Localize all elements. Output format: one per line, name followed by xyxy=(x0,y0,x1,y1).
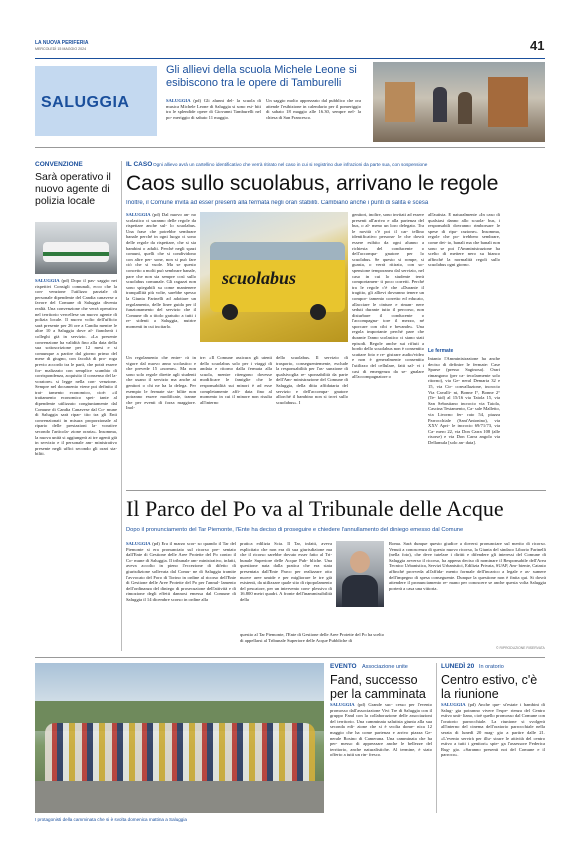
article4-body-text: (pd) Grande suc- cesso per l'evento promosso dall'associazione Vivi Tre di Saluggia con il gruppo Fand con la collaborazione delle associazioni del territorio. Una camminata salutista giunta alla sua seconda edi- zione che si è svolta dome- nica 12 maggio che ha come partenza e arrivo piazza Ge- nerale Rosino di Camerana. Una camminata che ha per- messo di apprezzare anche le bellezze del territorio, anche naturalistiche. Al termine, è stato offerto a tutti un rin- fresco. xyxy=(330,702,432,758)
article1-col1 xyxy=(166,98,261,138)
masthead-rule xyxy=(35,58,545,59)
sidebar-headline: Sarà operativo il nuovo agente di polizia locale xyxy=(35,171,111,207)
bus-wheel-shape xyxy=(310,304,326,320)
article3-subhead: Dopo il pronunciamento del Tar Piemonte, l'Ente ha deciso di proseguire e chiedere l'annullamento del diniego emesso dal Comune xyxy=(126,527,464,533)
article2-col5: all'autista. E naturalmente «In caso di qualsiasi danno allo scuola- bus, i responsabili dovranno rimborsare le spese di ripa- razione». Insomma, regole che po- trebbero sembrare, come det- to, banali ma che banali non sono se poi l'Amministrazione ha scelto di mettere nero su bianco affinché la normalità regoli sullo scuolabus ogni giorno. xyxy=(428,212,500,268)
article4-lead-tag: SALUGGIA xyxy=(330,702,355,707)
article1-lead-tag: SALUGGIA xyxy=(166,98,191,103)
article4-headline: Fand, successo per la camminata xyxy=(330,673,426,701)
article3-col1-text: (pd) Era il marzo scor- so quando il Tar del Piemonte si era pronunciato sul ricorso pre- sentato dall'Ente di Gestione delle Aree Protette del Po contro il Co- mune di Saluggia. Il tribunale am- ministrativo, infatti, aveva accolto in pieno l'eccezione di difetto di giurisdizione sollevata dal Comu- ne di Saluggia tramite l'avvocato del Foro di Torino in ordine al ricorso dell'Ente di Gestione delle Aree Protette del Po per l'annul- lamento dell'ordinanza del diniego di prosecuzione dell'attività e di rimozione degli effetti dannosi emessa dal Comune di Saluggia il 14 dicembre scorso in ordine alla xyxy=(126,541,236,602)
fermate-body: Intanto l'Amministrazione ha anche deciso di definire le fermate: Case Sparse (presso Saginosa). Orari rimangono (per ca- tecolarmente solo ritorno), via Ge- neral Demaria 32 e 15, via Cir- convallazione, incrocio Via Cavalli- ni, Bonne I°, Bonne 2° (Te- kid) al 15/16 via Taiola 15, via San Sebastiano incrocio via Taiola, Cascina Testamento, Ca- sale Malletto, via Livorno fer- rato 54, piazza Parrocchiale (Sant'Antonino), via XXV Apri- le incrocio 69/71/73, via Ca- mero 22, via Don Carra 108 (alle risorse) e via Don Carra angolo via Dellamula [solo an- data]. xyxy=(428,356,500,445)
artwork-shape xyxy=(385,82,415,122)
section-label: SALUGGIA xyxy=(41,94,130,111)
article2-col3: dello scuolabus. Il servizio di trasporto, conseguentemente, esclude la responsabilità per l'as- sunzione di qualsivoglia re- sponsabilità da parte dell'Am- ministrazione del Comune di Saluggia, della ditta affidataria del servizio e dell'accompa- gnatore allorché il bambino non si trovi sullo scuolabus». I xyxy=(276,355,348,405)
divider xyxy=(35,147,545,148)
column-rule xyxy=(436,663,437,813)
issue-date: MERCOLEDÌ 15 MAGGIO 2024 xyxy=(35,47,87,51)
article1-col2: Un saggio molto apprezzato dal pubblico che ora attende l'esibizione in calendario per il pomeriggio di sabato 18 maggio alle 16.30, sempre nel- la chiesa di San Francesco. xyxy=(266,98,361,120)
sidebar-lead-tag: SALUGGIA xyxy=(35,278,60,283)
article4-body xyxy=(330,702,432,817)
divider xyxy=(126,490,546,491)
sidebar-kicker: CONVENZIONE xyxy=(35,161,83,168)
section-banner xyxy=(35,66,157,136)
group-photo xyxy=(35,663,324,813)
paper-name: LA NUOVA PERIFERIA xyxy=(35,40,89,46)
column-rule xyxy=(121,161,122,651)
article2-col1b: Un regolamento che entre- rà in vigore dal nuovo anno scolastico e che prevede 15 «norme». Ma non sono solo regole dirette agli studenti che usano il servizio ma anche ai genitori o chi ne ha la delega. Per esempio le fermate sta- bilite non potranno essere modificate, tranne che per eventi di forza maggiore. Inol- xyxy=(126,355,196,411)
crowd-shape xyxy=(45,723,315,783)
article2-col2: tre: «Il Comune assicura gli utenti dello scuolabus solo per i viaggi di andata e ritorno dalla fermata alla scuola, mentre ritengono dovesse modificare le famiglie che le responsabilità sui minori è ad esse completamente affi- data fino al momento in cui il minore non risulta all'interno xyxy=(200,355,272,405)
article5-body-text: (pd) Anche que- st'estate i bambini di Salug- gia potranno vivere l'espe- rienza del Centro estivo unit- liano, cioè quello promosso dal Comune con l'oratorio parrocchiale. La riunione si svolgerà all'interno del cinema dell'oratorio parrocchiale nella serata di lunedì 20 mag- gio a partire dalle 21. «L'evento servirà per illu- strare le attività del centro estivo a tutti i genitori» spie- ga l'assessore Federica Rug- gio. «Saranno presenti noi del Comune e il parroco». xyxy=(441,702,545,758)
article2-col1 xyxy=(126,212,196,352)
article2-kicker: IL CASO xyxy=(126,161,153,168)
article4-kicker-text: Associazione unite xyxy=(362,664,408,670)
article1-photo xyxy=(373,62,545,142)
sidebar-photo xyxy=(35,222,117,274)
sidebar-body xyxy=(35,278,117,653)
photo-caption: I protagonisti della camminata che si è svolta domenica mattina a Saluggia xyxy=(35,817,187,822)
bus-lettering: scuolabus xyxy=(222,268,297,288)
article3-lead-tag: SALUGGIA xyxy=(126,541,151,546)
person-shape xyxy=(458,92,472,124)
article5-lead-tag: SALUGGIA xyxy=(441,702,466,707)
portrait-face-shape xyxy=(350,551,370,573)
page-number: 41 xyxy=(530,38,545,53)
article3-col1 xyxy=(126,541,236,651)
artwork-shape xyxy=(488,77,528,127)
article2-lead-tag: SALUGGIA xyxy=(126,212,151,217)
sidebar-body-text: (pd) Dopo il pas- saggio nei rispettivi Consigli comunali, ecco che la con- venzione l'utilizzo parziale di personale dipendente del Candia canavese a favore del Comune di Saluggia diventa realtà. Una convenzione che verrà operativa nel territorio vercellese un nuovo agente di polizia locale. Il nuovo volto dell'ufficio sarà presente per 26 ore a Candia mentre le altre 10 a Saluggia dove af- fiancherà i colleghi già in servizio. «La presente convenzione ha validità fino alla data della sua sottoscrizione per 12 mesi e si comunque a partire dal giorno primo del mese di giugno, con facoltà di pro- roga previo accordo tra le parti, che potrà essere for- malizzato con semplice scambio di corrispondenza, acquisito il consenso del la- voratore» si legge nella con- venzione. Sempre nel documento viene poi definito il trat- tamento economico, cioè: «il trattamento economico spet- tante al dipendente utilizzato congiuntamente dal Comune di Candia Canavese dal Co- mune di Saluggia sarà ripar- tito tra gli Enti convenzionati in misura proporzionale al riparto delle prestazioni la- vorative secondo l'articola- zione oraria». Insomma, la nuova unità si aggiungerà ai tre agenti già in servizio e il personale am- ministrativo presente negli uffici secondo gli orari sta- biliti. xyxy=(35,278,117,457)
person-shape xyxy=(433,87,447,122)
article2-col4: genitori, inoltre, sono invitati ad essere presenti all'arrivo e alla partenza del bus, o al- meno un loro delegato. Tra le novità c'è poi il car- tellino identificativo persona- le che dovrà essere esibito da ogni alunno a richiesta del conducente o dell'accompa- gnatore per lo scuolabus. Se questo si rompe, si guasta, o verrà ritirato, con so- spensione temporanea dal servizio, nel caso in cui lo studente terrà comportamen- ti poco corretti. Perché tra le regole c'è che «Durante il tragitto, gli allievi dovranno tenere un compor- tamento corretto ed educato, allacciare le cinture e riman- nere seduti durante tutto il percorso, non disturbare il conducente o l'accompagna- tore il mezzo, né sporcare con cibi e bevande». Una regola importante perché pare che durante l'anno scolastico ci siano stati episodi. Regole anche sui rifiuti a bordo dello scuolabus non è consentito scattare foto e re- gistrare audio/video e non è generalmente consentito l'utilizzo del cellulare, fatti sal- vi i casi di emergenza da se- gnalare all'accompagnatore o xyxy=(352,212,424,380)
pavement-shape xyxy=(35,781,324,813)
article5-body xyxy=(441,702,545,817)
article2-headline: Caos sullo scuolabus, arrivano le regole xyxy=(126,172,499,195)
police-car-stripe xyxy=(43,252,109,256)
article5-kicker: LUNEDÌ 20 xyxy=(441,663,475,670)
article5-headline: Centro estivo, c'è la riunione xyxy=(441,673,538,701)
article2-photo xyxy=(200,212,348,342)
mayor-photo xyxy=(336,541,384,607)
article3-col2b: questio al Tar Piemonte, l'Ente di Gestione delle Aree Protette del Po ha scelto di appellarsi al Tribunale Superiore delle Acque Pubbliche di xyxy=(240,632,384,643)
article2-body1: (pd) Dal nuovo an- no scolastico ci saranno delle regole da rispettare anche sul- lo scuolabus. Una frase che potrebbe sembrare banale perché in ogni luogo ci sono delle regole da rispettare, che si sia bambini o adulti. Perché negli spazi comuni, quelli che si condividono con altre per- sone, non si può fare ciò che si vuole. Ma se questo concetto a molti può sembrare banale, pare che non sia sempre così sullo scuolabus comunale. Gli ragazzi non sono spiegabili su come mantenere tranquillità più volte, sarebbe spesso la Giunta Farinelli ad adottare un regolamento, delle linee guida per il funzionamento del servizio che il Comune dà a titolo gratuito a tutti i re- sidenti a Saluggia, nutrire momenti in cui incitarlo. xyxy=(126,212,196,329)
article3-col3: Roma. Sarà dunque questo giudice a doversi pronunciare sul merito di ricorso. Venuti a conoscenza di questo nuovo ricorso, la Giunta del sindaco Liborio Farinelli (nella foto), che deve tutelare i diritti e difendere gli interessi del Comune di Saluggia avverso il ricorso, ha appena deciso di nominare il Responsabile dell'Area Tecnico Urbanistica, Servizi Urbanistici, Edilizia Privata, SUAP, Am- biente, Catasto affinché provveda all'affida- mento formale dell'incarico a legale e as- sumere dell'impegno di spesa conseguente. Dunque la questione non è finita qui. Si dovrà attendere il pronunciamento re- mano per conoscere se anche questa volta Saluggia porterà a casa una vittoria. xyxy=(389,541,546,591)
article1-headline: Gli allievi della scuola Michele Leone si esibiscono tra le opere di Tamburelli xyxy=(166,64,357,89)
portrait-body-shape xyxy=(342,575,378,607)
article2-kicker-text: Ogni allievo avrà un cartellino identificativo che verrà ritirato nel caso in cui si registrino due infrazioni da parte sua, con sospensione xyxy=(153,162,428,167)
article2-subhead: Inoltre, il Comune invita ad esser presenti alla fermata negli orari stabiliti. Cambiano anche i punti di salita e scesa xyxy=(126,200,429,206)
article3-headline: Il Parco del Po va al Tribunale delle Acque xyxy=(126,496,504,521)
article3-col2: pratica edilizia Scia. Il Tar, infatti, aveva esplicitato che non era di sua giurisdizione ma che il ricorso sarebbe dovuto esser fatto al Tri- bunale Superiore delle Acque Pub- bliche. Una questione nata dalla pratica che era stata presentata dall'Ente Parco per realizzare otto nuove aree umide e per migliorare le tre già esistenti, da utilizzare quale sito di ripopolamento del pescatore, per un intervento com- plessivo di 16.800 metri quadri. A fronte dell'inammissibilità della xyxy=(240,541,332,602)
divider xyxy=(35,657,545,658)
bus-window-shape xyxy=(210,242,345,260)
article1-col1-text: (pd) Gli alunni del- la scuola di musica Michele Leone di Saluggia si sono esi- biti tra le splendide opere di Giovanni Tamburelli nel po- meriggio di sabato 11 maggio. xyxy=(166,98,261,120)
article3-credit: © RIPRODUZIONE RISERVATA xyxy=(496,646,545,650)
article5-kicker-text: In oratorio xyxy=(479,664,504,670)
article4-kicker: EVENTO xyxy=(330,663,357,670)
fermate-title: Le fermate xyxy=(428,348,454,354)
bus-wheel-shape xyxy=(222,304,238,320)
